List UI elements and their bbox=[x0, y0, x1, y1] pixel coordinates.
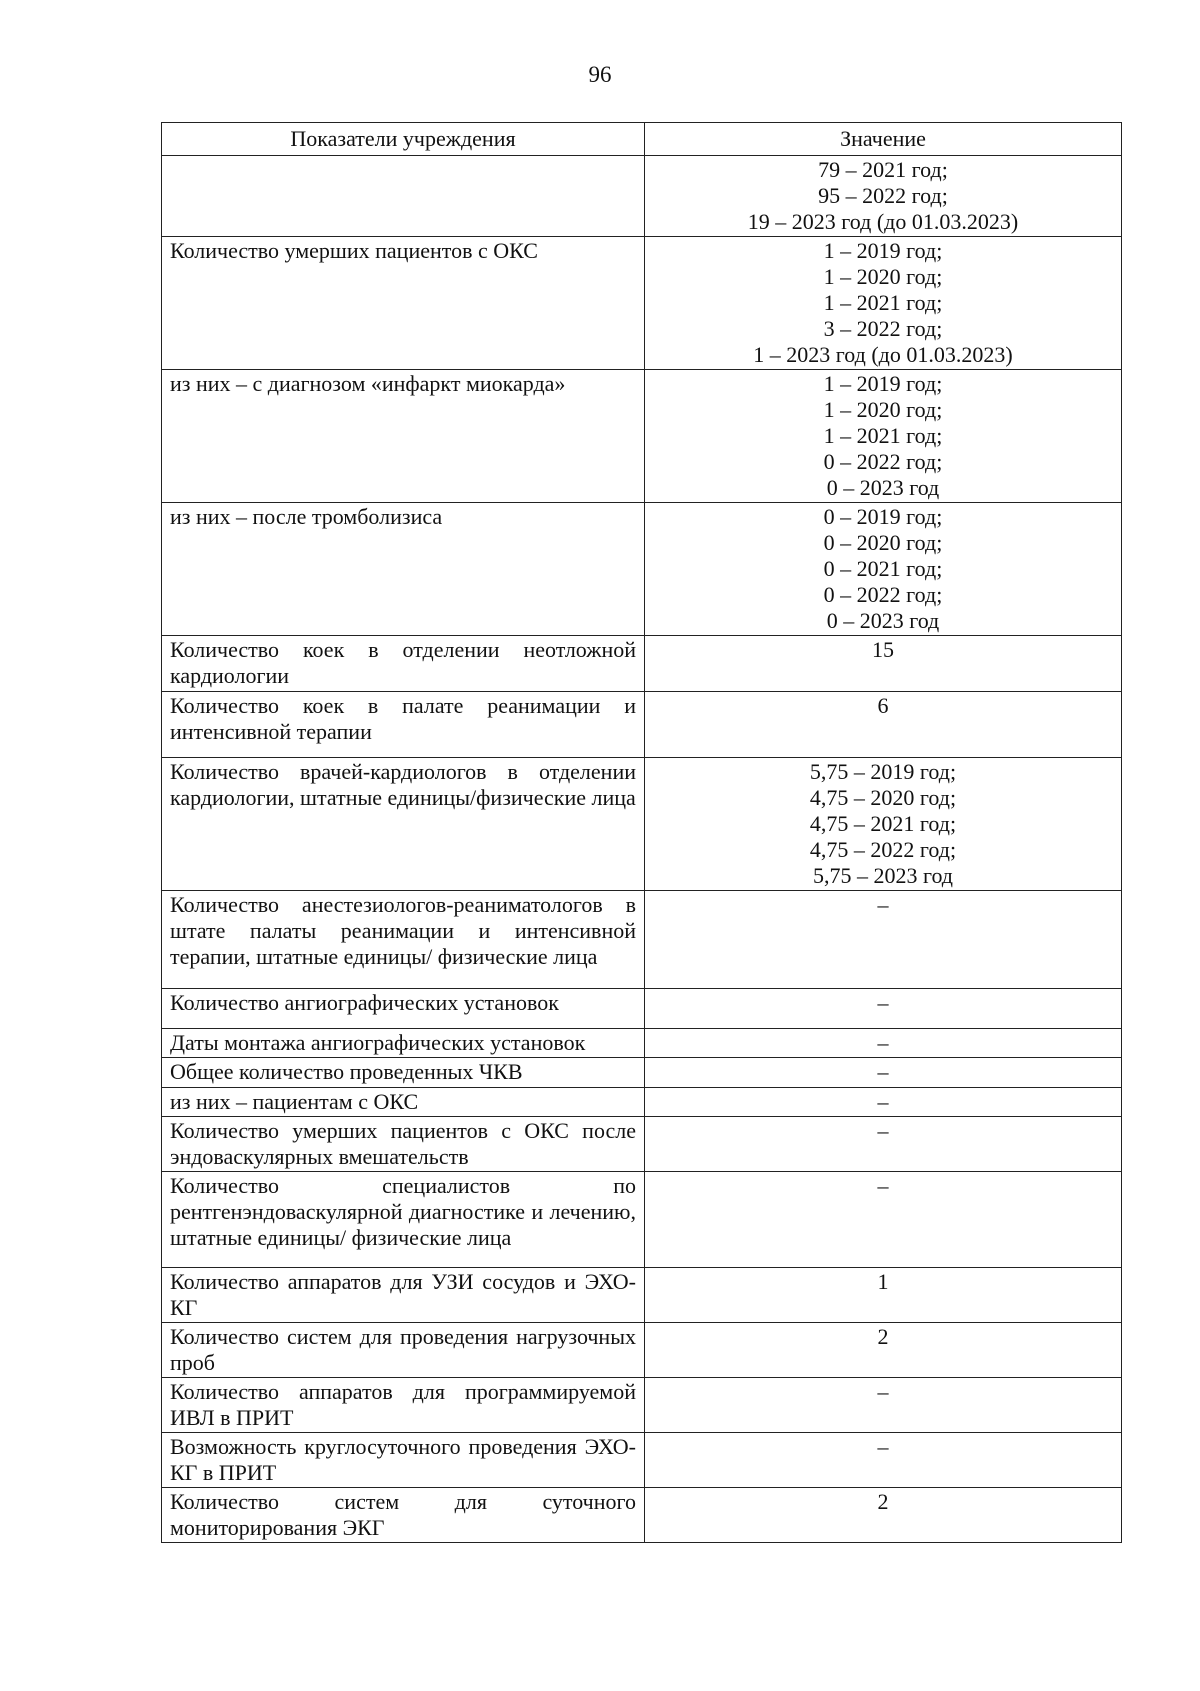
table-row bbox=[162, 370, 1122, 503]
value-cell bbox=[645, 1488, 1122, 1543]
indicator-cell: Количество аппаратов для программируемой ИВЛ в ПРИТ bbox=[162, 1378, 645, 1433]
indicator-cell: Даты монтажа ангиографических установок bbox=[162, 1029, 645, 1058]
value-cell bbox=[645, 1433, 1122, 1488]
value-cell bbox=[645, 156, 1122, 237]
table-row bbox=[162, 1088, 1122, 1117]
value-cell bbox=[645, 1029, 1122, 1058]
value-line: 3 – 2022 год; bbox=[823, 316, 943, 341]
table-row bbox=[162, 237, 1122, 370]
table-row bbox=[162, 692, 1122, 758]
header-indicator: Показатели учреждения bbox=[162, 123, 645, 156]
value-cell bbox=[645, 636, 1122, 692]
indicator-cell: Количество ангиографических установок bbox=[162, 989, 645, 1029]
value-line: 79 – 2021 год; bbox=[818, 157, 948, 182]
value-line: – bbox=[877, 1173, 889, 1198]
indicator-cell: Количество врачей-кардиологов в отделении кардиологии, штатные единицы/физические лица bbox=[162, 758, 645, 891]
value-line: 0 – 2019 год; bbox=[823, 504, 943, 529]
value-cell bbox=[645, 891, 1122, 989]
table-row bbox=[162, 758, 1122, 891]
table-row bbox=[162, 156, 1122, 237]
indicator-cell: Возможность круглосуточного проведения ЭХО-КГ в ПРИТ bbox=[162, 1433, 645, 1488]
value-cell bbox=[645, 989, 1122, 1029]
indicator-cell: из них – после тромболизиса bbox=[162, 503, 645, 636]
table-row bbox=[162, 1058, 1122, 1088]
page-number: 96 bbox=[588, 62, 612, 87]
value-line: 1 – 2023 год (до 01.03.2023) bbox=[753, 342, 1013, 367]
value-line: 0 – 2020 год; bbox=[823, 530, 943, 555]
table-row bbox=[162, 1378, 1122, 1433]
indicator-cell: Количество коек в отделении неотложной кардиологии bbox=[162, 636, 645, 692]
table-row bbox=[162, 636, 1122, 692]
indicator-cell: Общее количество проведенных ЧКВ bbox=[162, 1058, 645, 1088]
value-line: 0 – 2022 год; bbox=[823, 449, 943, 474]
value-line: – bbox=[877, 1030, 889, 1055]
value-line: 0 – 2023 год bbox=[826, 475, 940, 500]
indicator-cell: Количество систем для суточного мониторирования ЭКГ bbox=[162, 1488, 645, 1543]
value-line: 4,75 – 2021 год; bbox=[809, 811, 957, 836]
value-line: 0 – 2022 год; bbox=[823, 582, 943, 607]
indicator-cell: Количество специалистов по рентгенэндоваскулярной диагностике и лечению, штатные единицы/ физические лица bbox=[162, 1172, 645, 1268]
value-line: 0 – 2023 год bbox=[826, 608, 940, 633]
value-line: 1 bbox=[877, 1269, 889, 1294]
value-cell bbox=[645, 1117, 1122, 1172]
table-row bbox=[162, 989, 1122, 1029]
table-row bbox=[162, 891, 1122, 989]
value-line: 1 – 2020 год; bbox=[823, 397, 943, 422]
table-row bbox=[162, 1029, 1122, 1058]
value-line: – bbox=[877, 1434, 889, 1459]
table-row bbox=[162, 1268, 1122, 1323]
value-cell bbox=[645, 1088, 1122, 1117]
value-cell bbox=[645, 370, 1122, 503]
value-cell bbox=[645, 1172, 1122, 1268]
value-line: – bbox=[877, 892, 889, 917]
value-line: 5,75 – 2019 год; bbox=[809, 759, 957, 784]
indicator-cell bbox=[162, 156, 645, 237]
value-cell bbox=[645, 1323, 1122, 1378]
indicators-table bbox=[161, 122, 1122, 1543]
value-line: – bbox=[877, 1089, 889, 1114]
value-line: 1 – 2020 год; bbox=[823, 264, 943, 289]
value-cell bbox=[645, 237, 1122, 370]
value-line: 95 – 2022 год; bbox=[818, 183, 948, 208]
value-line: 1 – 2019 год; bbox=[823, 371, 943, 396]
value-line: 19 – 2023 год (до 01.03.2023) bbox=[747, 209, 1019, 234]
value-line: 4,75 – 2022 год; bbox=[809, 837, 957, 862]
indicator-cell: Количество умерших пациентов с ОКС bbox=[162, 237, 645, 370]
indicator-cell: Количество анестезиологов-реаниматологов в штате палаты реанимации и интенсивной терапии, штатные единицы/ физические лица bbox=[162, 891, 645, 989]
value-cell bbox=[645, 1058, 1122, 1088]
indicator-cell: из них – пациентам с ОКС bbox=[162, 1088, 645, 1117]
table-row bbox=[162, 1488, 1122, 1543]
value-line: 5,75 – 2023 год bbox=[812, 863, 954, 888]
value-line: 4,75 – 2020 год; bbox=[809, 785, 957, 810]
value-cell bbox=[645, 503, 1122, 636]
indicator-cell: Количество умерших пациентов с ОКС после эндоваскулярных вмешательств bbox=[162, 1117, 645, 1172]
value-line: 1 – 2021 год; bbox=[823, 423, 943, 448]
table-row bbox=[162, 1117, 1122, 1172]
table-body bbox=[162, 156, 1122, 1543]
value-line: 1 – 2019 год; bbox=[823, 238, 943, 263]
value-line: – bbox=[877, 1059, 889, 1084]
indicator-cell: из них – с диагнозом «инфаркт миокарда» bbox=[162, 370, 645, 503]
table-row bbox=[162, 1323, 1122, 1378]
value-cell bbox=[645, 1378, 1122, 1433]
value-line: – bbox=[877, 1379, 889, 1404]
value-line: 1 – 2021 год; bbox=[823, 290, 943, 315]
value-line: 15 bbox=[872, 637, 894, 662]
value-line: – bbox=[877, 990, 889, 1015]
table-row bbox=[162, 503, 1122, 636]
indicator-cell: Количество коек в палате реанимации и интенсивной терапии bbox=[162, 692, 645, 758]
value-cell bbox=[645, 692, 1122, 758]
table-row bbox=[162, 1433, 1122, 1488]
indicator-cell: Количество систем для проведения нагрузочных проб bbox=[162, 1323, 645, 1378]
header-value: Значение bbox=[645, 123, 1122, 156]
table-row bbox=[162, 1172, 1122, 1268]
indicator-cell: Количество аппаратов для УЗИ сосудов и ЭХО-КГ bbox=[162, 1268, 645, 1323]
value-line: 2 bbox=[877, 1489, 889, 1514]
value-line: 2 bbox=[877, 1324, 889, 1349]
value-cell bbox=[645, 1268, 1122, 1323]
value-line: 6 bbox=[877, 693, 889, 718]
value-cell bbox=[645, 758, 1122, 891]
value-line: 0 – 2021 год; bbox=[823, 556, 943, 581]
table-header-row bbox=[162, 123, 1122, 156]
value-line: – bbox=[877, 1118, 889, 1143]
